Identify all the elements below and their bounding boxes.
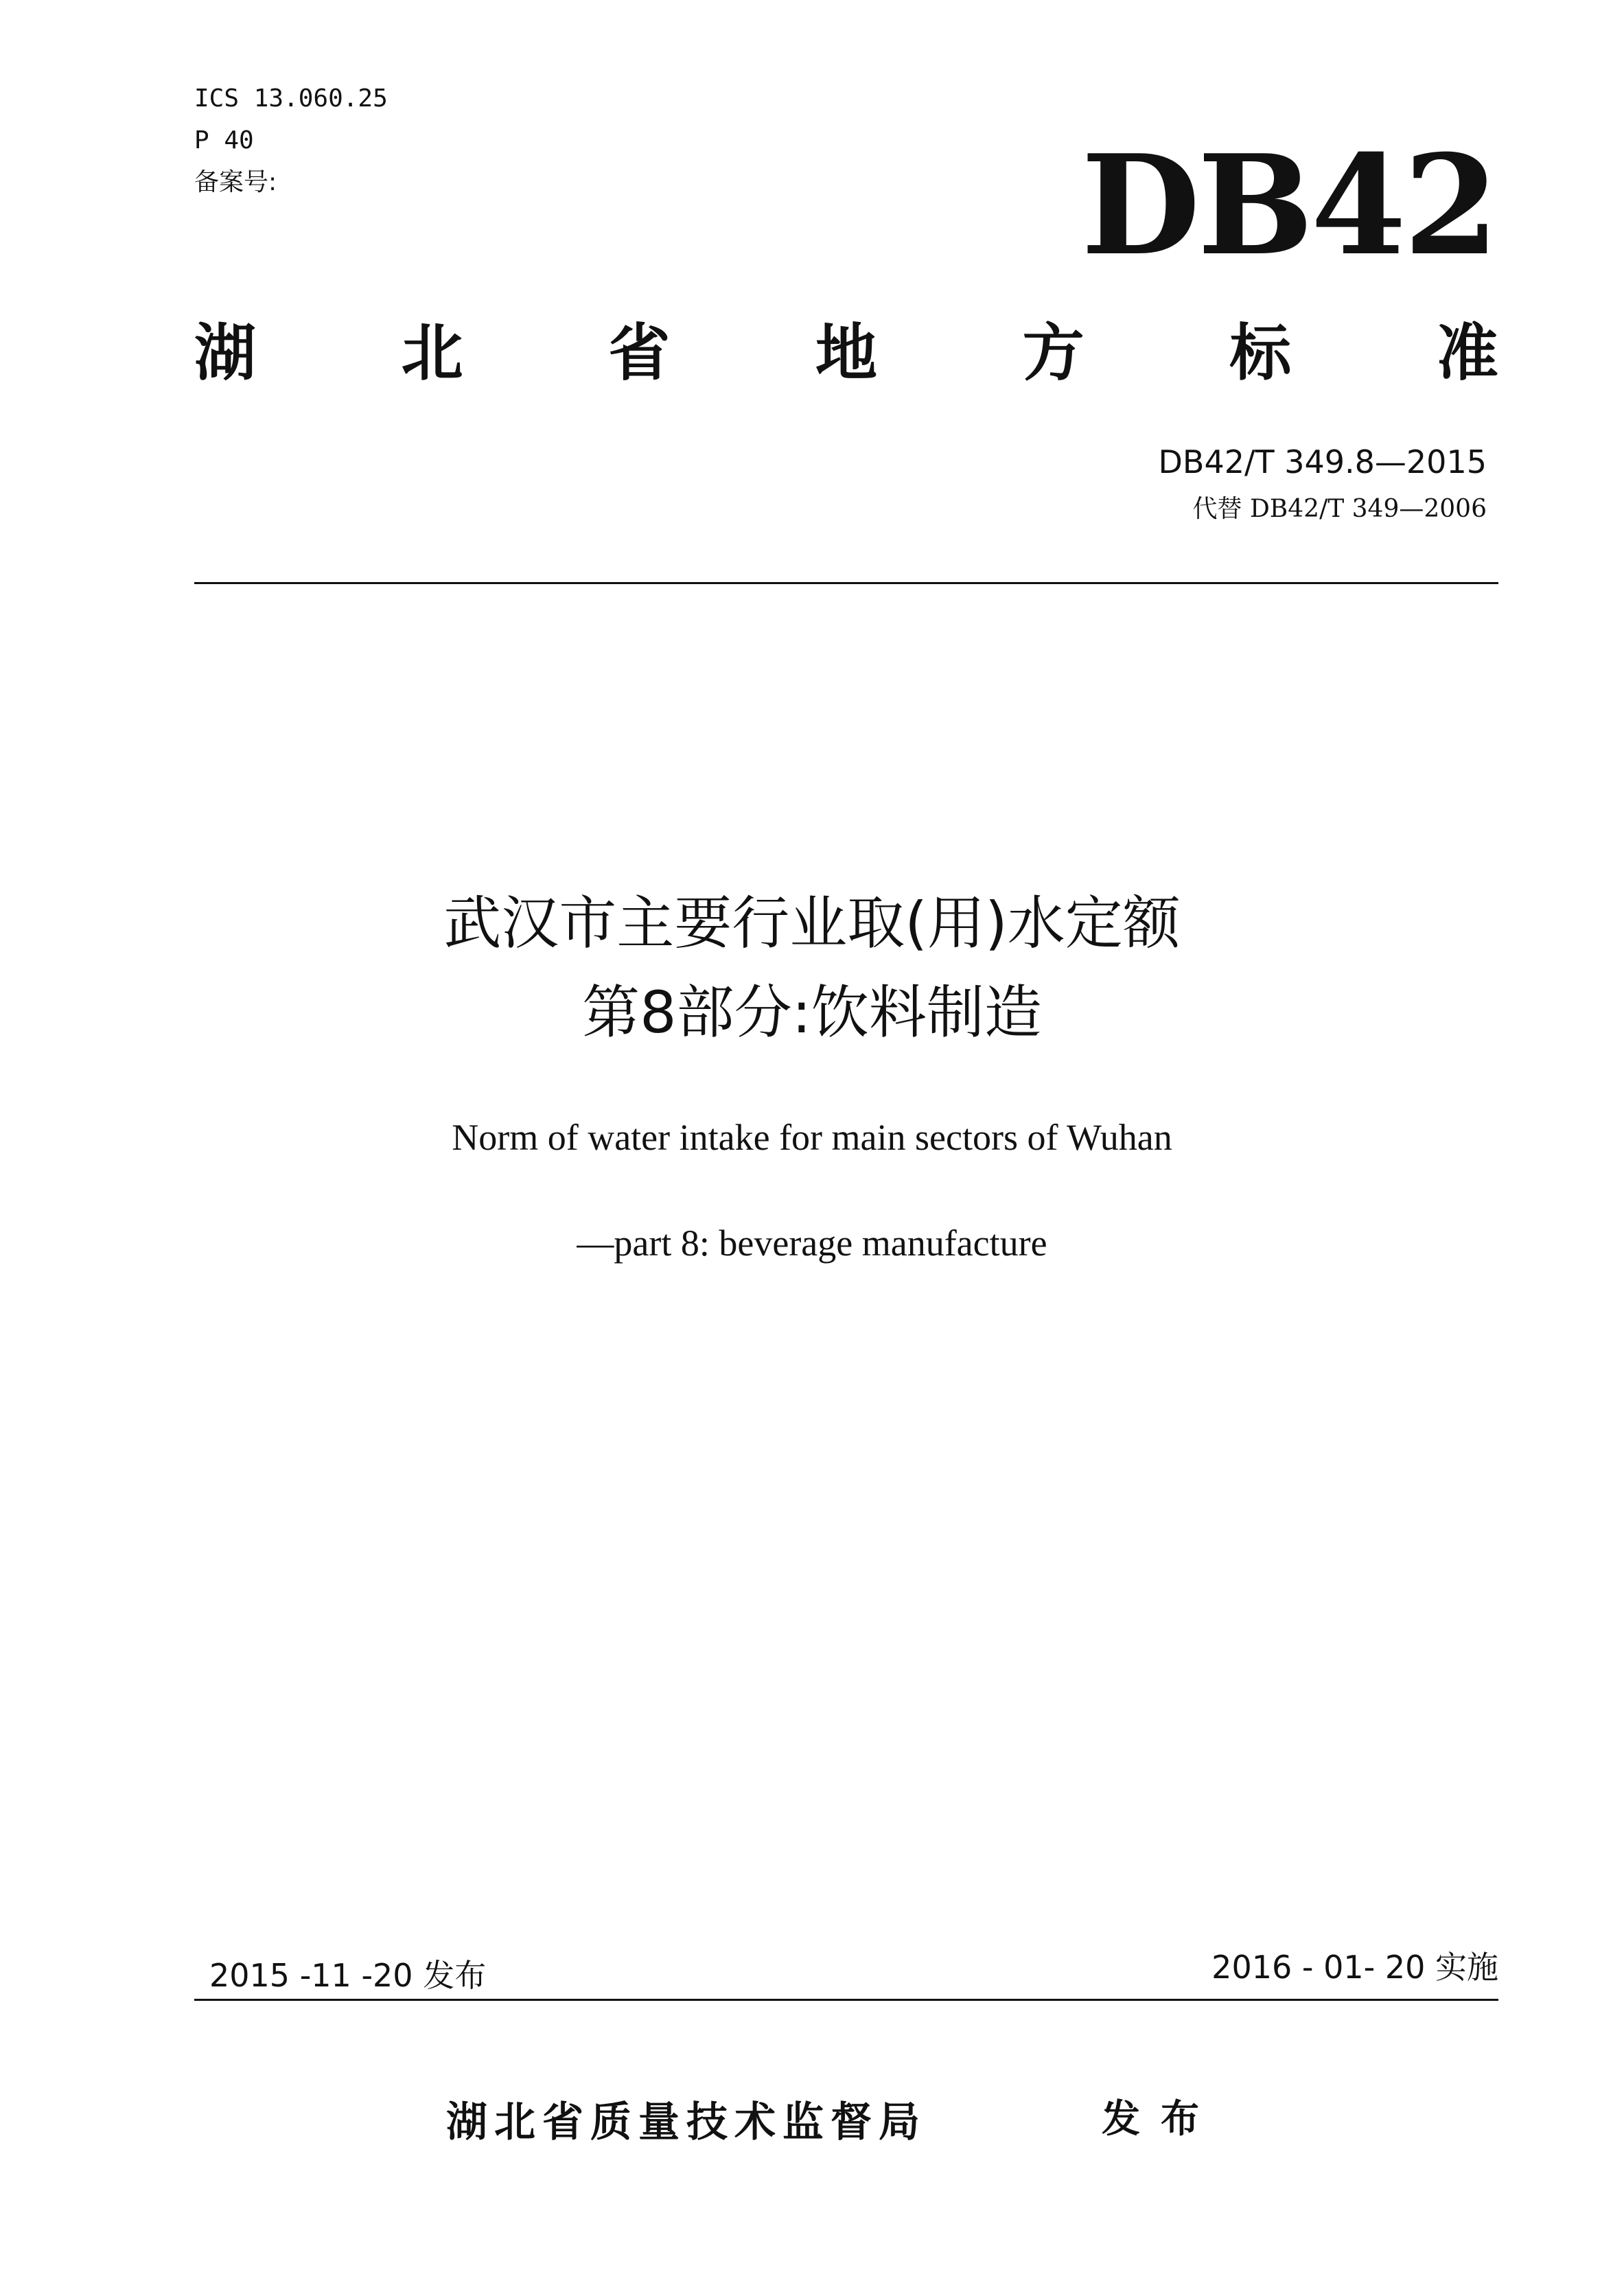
title-english-line-2: —part 8: beverage manufacture: [577, 1222, 1047, 1264]
standard-type-char: 方: [1022, 317, 1084, 389]
standard-type-char: 湖: [194, 317, 256, 389]
top-divider: [194, 582, 1498, 584]
effective-date: 2016 - 01- 20 实施: [1211, 1949, 1498, 1986]
standard-type-char: 标: [1229, 317, 1292, 389]
publish-label: 发布: [1102, 2097, 1220, 2142]
issue-date: 2015 -11 -20 发布: [209, 1957, 487, 1994]
standard-type-heading: [194, 316, 1498, 391]
title-english-line-1: Norm of water intake for main sectors of Wuhan: [452, 1117, 1172, 1158]
standard-logo: DB42: [1081, 125, 1496, 286]
standard-type-char: 准: [1436, 317, 1498, 389]
standard-type-char: 北: [401, 317, 463, 389]
classification-code: P 40: [194, 126, 254, 154]
filing-number-label: 备案号:: [194, 168, 277, 196]
standard-type-char: 省: [608, 317, 671, 389]
replaced-standard: 代替 DB42/T 349—2006: [1192, 495, 1487, 523]
title-chinese-line-2: 第8部分:饮料制造: [582, 979, 1042, 1046]
standard-type-char: 地: [815, 317, 877, 389]
issuing-authority: 湖北省质量技术监督局: [446, 2098, 927, 2146]
bottom-divider: [194, 1999, 1498, 2001]
ics-code: ICS 13.060.25: [194, 84, 388, 113]
standard-number: DB42/T 349.8—2015: [1158, 443, 1487, 480]
title-chinese-line-1: 武汉市主要行业取(用)水定额: [443, 890, 1181, 957]
